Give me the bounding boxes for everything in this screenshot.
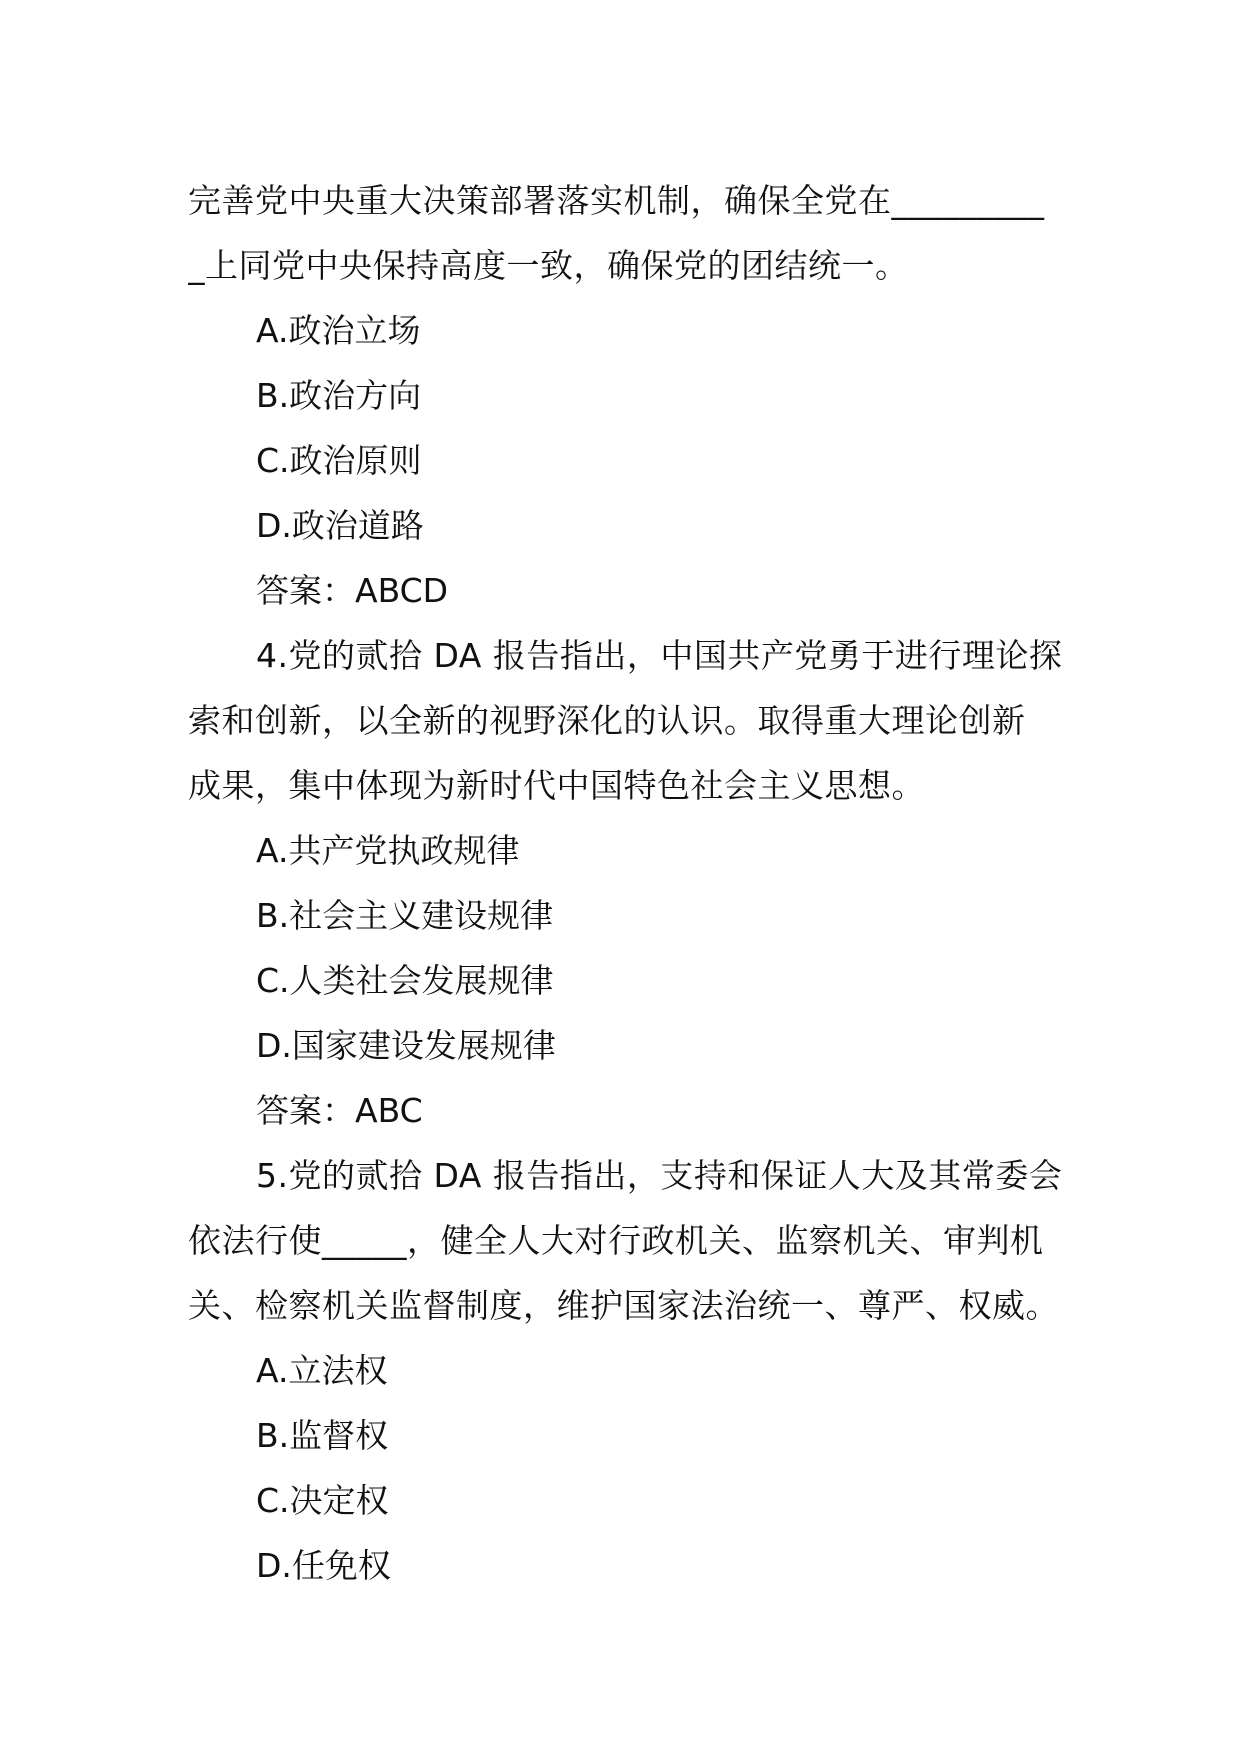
question-3-text-line-2: _上同党中央保持高度一致，确保党的团结统一。 [188,246,909,285]
question-5-text-line-3: 关、检察机关监督制度，维护国家法治统一、尊严、权威。 [188,1286,1059,1325]
question-5-text-line-2: 依法行使_____，健全人大对行政机关、监察机关、审判机 [188,1221,1044,1260]
question-3-option-c: C.政治原则 [256,441,422,480]
question-4-text-line-1: 4.党的贰拾 DA 报告指出，中国共产党勇于进行理论探 [256,636,1063,675]
question-5-option-b: B.监督权 [256,1416,389,1455]
question-5-option-a: A.立法权 [256,1351,388,1390]
question-5-text-line-1: 5.党的贰拾 DA 报告指出，支持和保证人大及其常委会 [256,1156,1063,1195]
question-5-option-c: C.决定权 [256,1481,389,1520]
question-4-text-line-2: 索和创新，以全新的视野深化的认识。取得重大理论创新 [188,701,1026,740]
question-5-option-d: D.任免权 [256,1546,391,1585]
question-4-option-c: C.人类社会发展规律 [256,961,554,1000]
question-3-option-a: A.政治立场 [256,311,421,350]
question-3-option-d: D.政治道路 [256,506,424,545]
question-4-option-b: B.社会主义建设规律 [256,896,554,935]
document-page [188,168,1064,1598]
question-4-answer: 答案：ABC [256,1091,423,1130]
question-4-option-a: A.共产党执政规律 [256,831,520,870]
question-3-text-line-1: 完善党中央重大决策部署落实机制，确保全党在_________ [188,181,1045,220]
question-4-text-line-3: 成果，集中体现为新时代中国特色社会主义思想。 [188,766,925,805]
question-3-option-b: B.政治方向 [256,376,422,415]
question-3-answer: 答案：ABCD [256,571,449,610]
question-4-option-d: D.国家建设发展规律 [256,1026,556,1065]
